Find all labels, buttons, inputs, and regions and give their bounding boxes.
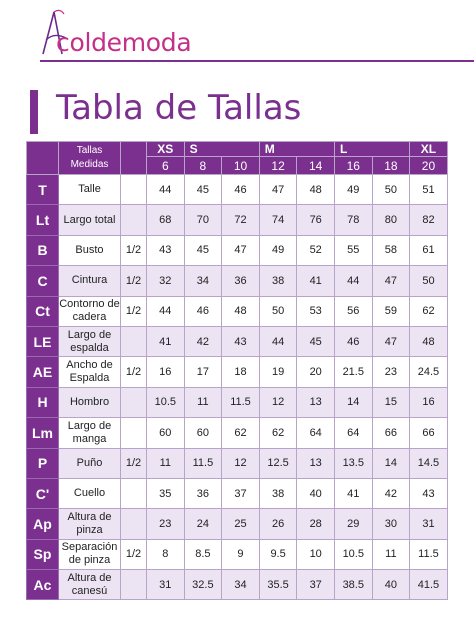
measure-value: 45 (184, 175, 222, 205)
measure-value: 47 (372, 266, 410, 296)
measure-value: 46 (222, 175, 260, 205)
measure-value: 10 (297, 539, 335, 569)
measure-value: 45 (184, 235, 222, 265)
measure-value: 58 (372, 235, 410, 265)
table-row (27, 418, 448, 448)
measure-value: 41 (297, 266, 335, 296)
measure-value: 41 (147, 326, 185, 356)
measure-factor (121, 570, 147, 600)
measure-factor (121, 418, 147, 448)
measure-value: 42 (372, 478, 410, 508)
measure-value: 41.5 (410, 570, 448, 600)
measure-value: 28 (297, 509, 335, 539)
measure-factor: 1/2 (121, 539, 147, 569)
measure-value: 30 (372, 509, 410, 539)
measure-value: 34 (222, 570, 260, 600)
measure-value: 48 (222, 296, 260, 326)
table-row (27, 478, 448, 508)
measure-value: 68 (147, 205, 185, 235)
measure-value: 49 (259, 235, 297, 265)
measure-value: 32 (147, 266, 185, 296)
table-row (27, 296, 448, 326)
measure-name: Largo total (59, 205, 121, 235)
size-number: 6 (147, 157, 185, 175)
page-title: Tabla de Tallas (56, 88, 302, 128)
size-number: 16 (334, 157, 372, 175)
brand-logo (40, 8, 240, 58)
measure-code: T (27, 175, 59, 205)
table-row (27, 175, 448, 205)
table-row (27, 235, 448, 265)
measure-code: Lm (27, 418, 59, 448)
measure-value: 9.5 (259, 539, 297, 569)
measure-value: 13 (297, 387, 335, 417)
measure-name: Cintura (59, 266, 121, 296)
measure-value: 25 (222, 509, 260, 539)
measure-code: H (27, 387, 59, 417)
measure-code: B (27, 235, 59, 265)
measure-value: 64 (297, 418, 335, 448)
measure-value: 16 (410, 387, 448, 417)
measure-value: 40 (297, 478, 335, 508)
measure-factor: 1/2 (121, 266, 147, 296)
measure-value: 15 (372, 387, 410, 417)
measure-value: 44 (259, 326, 297, 356)
measure-value: 80 (372, 205, 410, 235)
measure-value: 11 (147, 448, 185, 478)
measure-value: 32.5 (184, 570, 222, 600)
measure-value: 24 (184, 509, 222, 539)
measure-code: Ct (27, 296, 59, 326)
table-row (27, 326, 448, 356)
size-group-l: L (334, 142, 409, 157)
measure-value: 43 (410, 478, 448, 508)
measure-value: 82 (410, 205, 448, 235)
measure-value: 29 (334, 509, 372, 539)
measure-value: 47 (222, 235, 260, 265)
measure-value: 9 (222, 539, 260, 569)
measure-value: 53 (297, 296, 335, 326)
table-row (27, 509, 448, 539)
table-row (27, 205, 448, 235)
measure-value: 62 (259, 418, 297, 448)
measure-value: 11.5 (222, 387, 260, 417)
measure-factor: 1/2 (121, 448, 147, 478)
table-row (27, 387, 448, 417)
measure-factor: 1/2 (121, 357, 147, 387)
header-divider (40, 60, 474, 62)
measure-value: 11.5 (184, 448, 222, 478)
measure-code: Lt (27, 205, 59, 235)
measure-value: 66 (410, 418, 448, 448)
size-number: 18 (372, 157, 410, 175)
measure-value: 38.5 (334, 570, 372, 600)
measure-value: 21.5 (334, 357, 372, 387)
measure-factor (121, 387, 147, 417)
measure-value: 60 (184, 418, 222, 448)
header-label-line2: Medidas (70, 159, 109, 170)
measure-value: 24.5 (410, 357, 448, 387)
measure-value: 60 (147, 418, 185, 448)
table-row (27, 448, 448, 478)
size-chart-table (26, 141, 448, 600)
title-accent-bar (30, 90, 38, 134)
measure-value: 78 (334, 205, 372, 235)
measure-value: 10.5 (147, 387, 185, 417)
measure-value: 38 (259, 266, 297, 296)
measure-value: 37 (297, 570, 335, 600)
measure-value: 37 (222, 478, 260, 508)
measure-value: 8 (147, 539, 185, 569)
measure-value: 43 (222, 326, 260, 356)
measure-value: 13 (297, 448, 335, 478)
measure-name: Separación de pinza (59, 539, 121, 569)
measure-value: 35.5 (259, 570, 297, 600)
measure-value: 52 (297, 235, 335, 265)
measure-code: Sp (27, 539, 59, 569)
measure-value: 34 (184, 266, 222, 296)
size-group-m: M (259, 142, 334, 157)
measure-name: Largo de espalda (59, 326, 121, 356)
measure-value: 40 (372, 570, 410, 600)
measure-value: 50 (259, 296, 297, 326)
measure-name: Busto (59, 235, 121, 265)
measure-value: 76 (297, 205, 335, 235)
measure-code: P (27, 448, 59, 478)
measure-value: 64 (334, 418, 372, 448)
measure-value: 50 (372, 175, 410, 205)
measure-name: Altura de canesú (59, 570, 121, 600)
measure-value: 41 (334, 478, 372, 508)
measure-value: 62 (222, 418, 260, 448)
measure-value: 44 (147, 296, 185, 326)
table-row (27, 266, 448, 296)
table-header (27, 142, 448, 175)
measure-value: 46 (184, 296, 222, 326)
measure-value: 48 (297, 175, 335, 205)
table-row (27, 357, 448, 387)
measure-value: 36 (222, 266, 260, 296)
measure-value: 16 (147, 357, 185, 387)
measure-name: Contorno de cadera (59, 296, 121, 326)
measure-value: 62 (410, 296, 448, 326)
measure-factor: 1/2 (121, 235, 147, 265)
measure-name: Talle (59, 175, 121, 205)
header-label-cell (59, 142, 121, 175)
measure-value: 18 (222, 357, 260, 387)
measure-value: 12 (222, 448, 260, 478)
measure-value: 70 (184, 205, 222, 235)
measure-name: Altura de pinza (59, 509, 121, 539)
measure-name: Cuello (59, 478, 121, 508)
measure-code: Ac (27, 570, 59, 600)
measure-value: 14 (372, 448, 410, 478)
measure-factor (121, 478, 147, 508)
measure-value: 13.5 (334, 448, 372, 478)
measure-code: AE (27, 357, 59, 387)
measure-value: 49 (334, 175, 372, 205)
measure-value: 55 (334, 235, 372, 265)
measure-factor (121, 175, 147, 205)
measure-value: 35 (147, 478, 185, 508)
measure-factor (121, 326, 147, 356)
measure-code: C' (27, 478, 59, 508)
measure-name: Puño (59, 448, 121, 478)
size-number: 8 (184, 157, 222, 175)
measure-value: 56 (334, 296, 372, 326)
table-row (27, 539, 448, 569)
measure-factor (121, 205, 147, 235)
size-group-xl: XL (410, 142, 448, 157)
measure-value: 48 (410, 326, 448, 356)
size-number: 20 (410, 157, 448, 175)
table-body (27, 175, 448, 600)
measure-value: 44 (334, 266, 372, 296)
measure-value: 12.5 (259, 448, 297, 478)
measure-value: 46 (334, 326, 372, 356)
measure-value: 19 (259, 357, 297, 387)
measure-code: Ap (27, 509, 59, 539)
measure-factor: 1/2 (121, 296, 147, 326)
size-number: 12 (259, 157, 297, 175)
header-label-line1: Tallas (76, 145, 103, 156)
measure-value: 11 (184, 387, 222, 417)
header-factor-cell (121, 142, 147, 175)
measure-value: 66 (372, 418, 410, 448)
measure-name: Hombro (59, 387, 121, 417)
measure-value: 42 (184, 326, 222, 356)
size-number: 14 (297, 157, 335, 175)
measure-code: C (27, 266, 59, 296)
measure-value: 11.5 (410, 539, 448, 569)
measure-value: 26 (259, 509, 297, 539)
measure-value: 59 (372, 296, 410, 326)
measure-value: 38 (259, 478, 297, 508)
measure-value: 31 (410, 509, 448, 539)
measure-value: 31 (147, 570, 185, 600)
size-number: 10 (222, 157, 260, 175)
size-group-xs: XS (147, 142, 185, 157)
measure-value: 61 (410, 235, 448, 265)
measure-value: 11 (372, 539, 410, 569)
header-code-cell (27, 142, 59, 175)
measure-value: 45 (297, 326, 335, 356)
measure-value: 50 (410, 266, 448, 296)
measure-value: 43 (147, 235, 185, 265)
measure-factor (121, 509, 147, 539)
measure-value: 23 (372, 357, 410, 387)
measure-value: 44 (147, 175, 185, 205)
measure-value: 14.5 (410, 448, 448, 478)
measure-value: 17 (184, 357, 222, 387)
table-row (27, 570, 448, 600)
measure-value: 10.5 (334, 539, 372, 569)
measure-value: 23 (147, 509, 185, 539)
measure-code: LE (27, 326, 59, 356)
measure-name: Ancho de Espalda (59, 357, 121, 387)
measure-name: Largo de manga (59, 418, 121, 448)
measure-value: 47 (259, 175, 297, 205)
measure-value: 47 (372, 326, 410, 356)
measure-value: 74 (259, 205, 297, 235)
size-group-s: S (184, 142, 259, 157)
measure-value: 12 (259, 387, 297, 417)
measure-value: 72 (222, 205, 260, 235)
logo-wordmark: coldemoda (56, 28, 192, 57)
measure-value: 14 (334, 387, 372, 417)
measure-value: 51 (410, 175, 448, 205)
measure-value: 8.5 (184, 539, 222, 569)
measure-value: 36 (184, 478, 222, 508)
measure-value: 20 (297, 357, 335, 387)
